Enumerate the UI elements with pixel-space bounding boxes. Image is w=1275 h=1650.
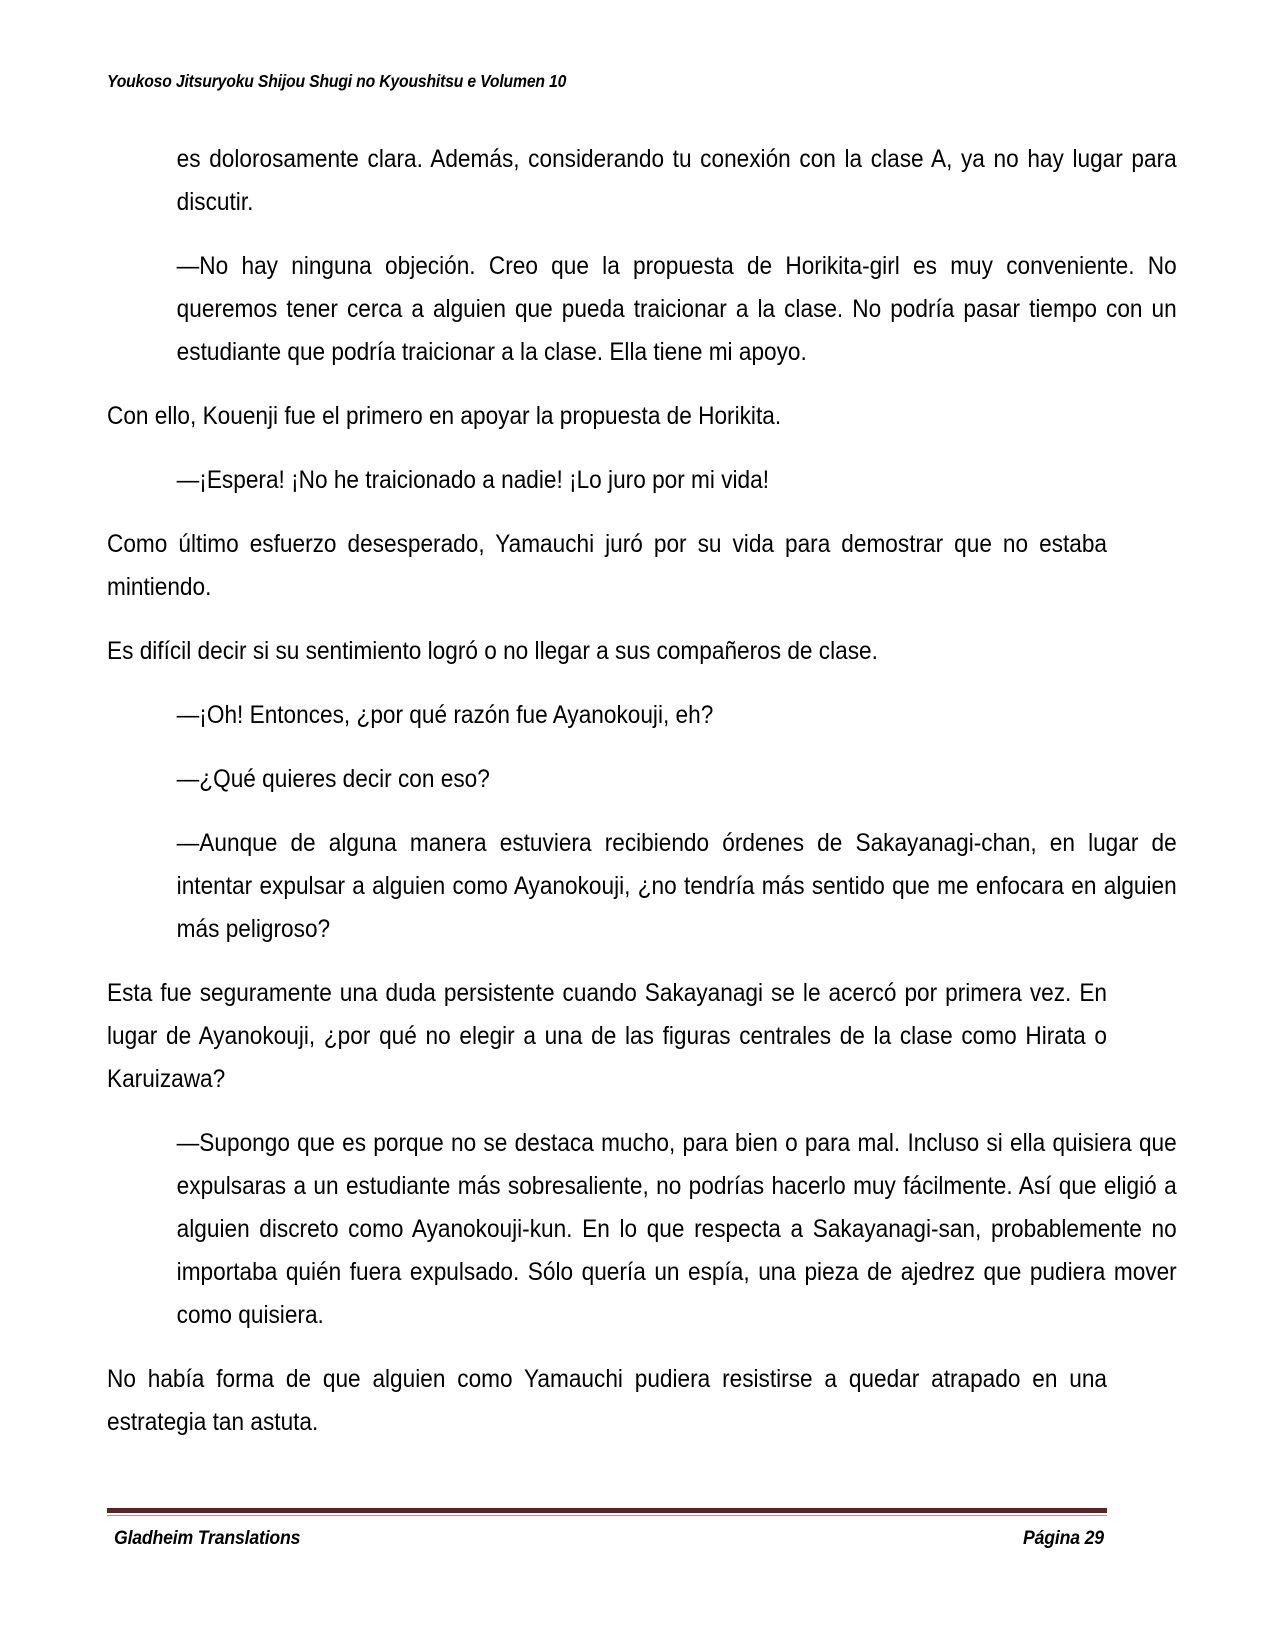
dialogue-paragraph: —Aunque de alguna manera estuviera recibiendo órdenes de Sakayanagi-chan, en lugar de intentar expulsar a alguien como Ayanokouji, ¿no tendría más sentido que me enfocara en alguien más peligroso? (176, 829, 1177, 943)
dialogue-paragraph: —¡Espera! ¡No he traicionado a nadie! ¡Lo juro por mi vida! (176, 466, 770, 494)
page-header (107, 71, 1107, 99)
document-body (107, 138, 1177, 1465)
dialogue-paragraph: —Supongo que es porque no se destaca mucho, para bien o para mal. Incluso si ella quisiera que expulsaras a un estudiante más sobresaliente, no podrías hacerlo muy fácilmente. Así que eligió a alguien discreto como Ayanokouji-kun. En lo que respecta a Sakayanagi-san, probablemente no importaba quién fuera expulsado. Sólo quería un espía, una pieza de ajedrez que pudiera mover como quisiera. (176, 1129, 1177, 1329)
narrative-paragraph: Es difícil decir si su sentimiento logró o no llegar a sus compañeros de clase. (107, 637, 878, 665)
narrative-paragraph: No había forma de que alguien como Yamauchi pudiera resistirse a quedar atrapado en una estrategia tan astuta. (107, 1365, 1108, 1436)
footer-page-number: Página 29 (1023, 1528, 1104, 1549)
header-title: Youkoso Jitsuryoku Shijou Shugi no Kyoushitsu e Volumen 10 (107, 71, 567, 91)
page-footer (107, 1508, 1107, 1550)
footer-row (107, 1528, 1107, 1550)
narrative-paragraph: Con ello, Kouenji fue el primero en apoyar la propuesta de Horikita. (107, 402, 782, 430)
footer-rule-thick (107, 1508, 1107, 1513)
footer-translator-credit: Gladheim Translations (114, 1528, 301, 1549)
footer-rule-thin (107, 1515, 1107, 1516)
dialogue-paragraph: —¿Qué quieres decir con eso? (176, 765, 490, 793)
dialogue-paragraph: es dolorosamente clara. Además, considerando tu conexión con la clase A, ya no hay lugar para discutir. (176, 145, 1177, 216)
narrative-paragraph: Esta fue seguramente una duda persistente cuando Sakayanagi se le acercó por primera vez. En lugar de Ayanokouji, ¿por qué no elegir a una de las figuras centrales de la clase como Hirata o Karuizawa? (107, 979, 1108, 1093)
narrative-paragraph: Como último esfuerzo desesperado, Yamauchi juró por su vida para demostrar que no estaba mintiendo. (107, 530, 1108, 601)
dialogue-paragraph: —No hay ninguna objeción. Creo que la propuesta de Horikita-girl es muy conveniente. No queremos tener cerca a alguien que pueda traicionar a la clase. No podría pasar tiempo con un estudiante que podría traicionar a la clase. Ella tiene mi apoyo. (176, 252, 1177, 366)
dialogue-paragraph: —¡Oh! Entonces, ¿por qué razón fue Ayanokouji, eh? (176, 701, 714, 729)
